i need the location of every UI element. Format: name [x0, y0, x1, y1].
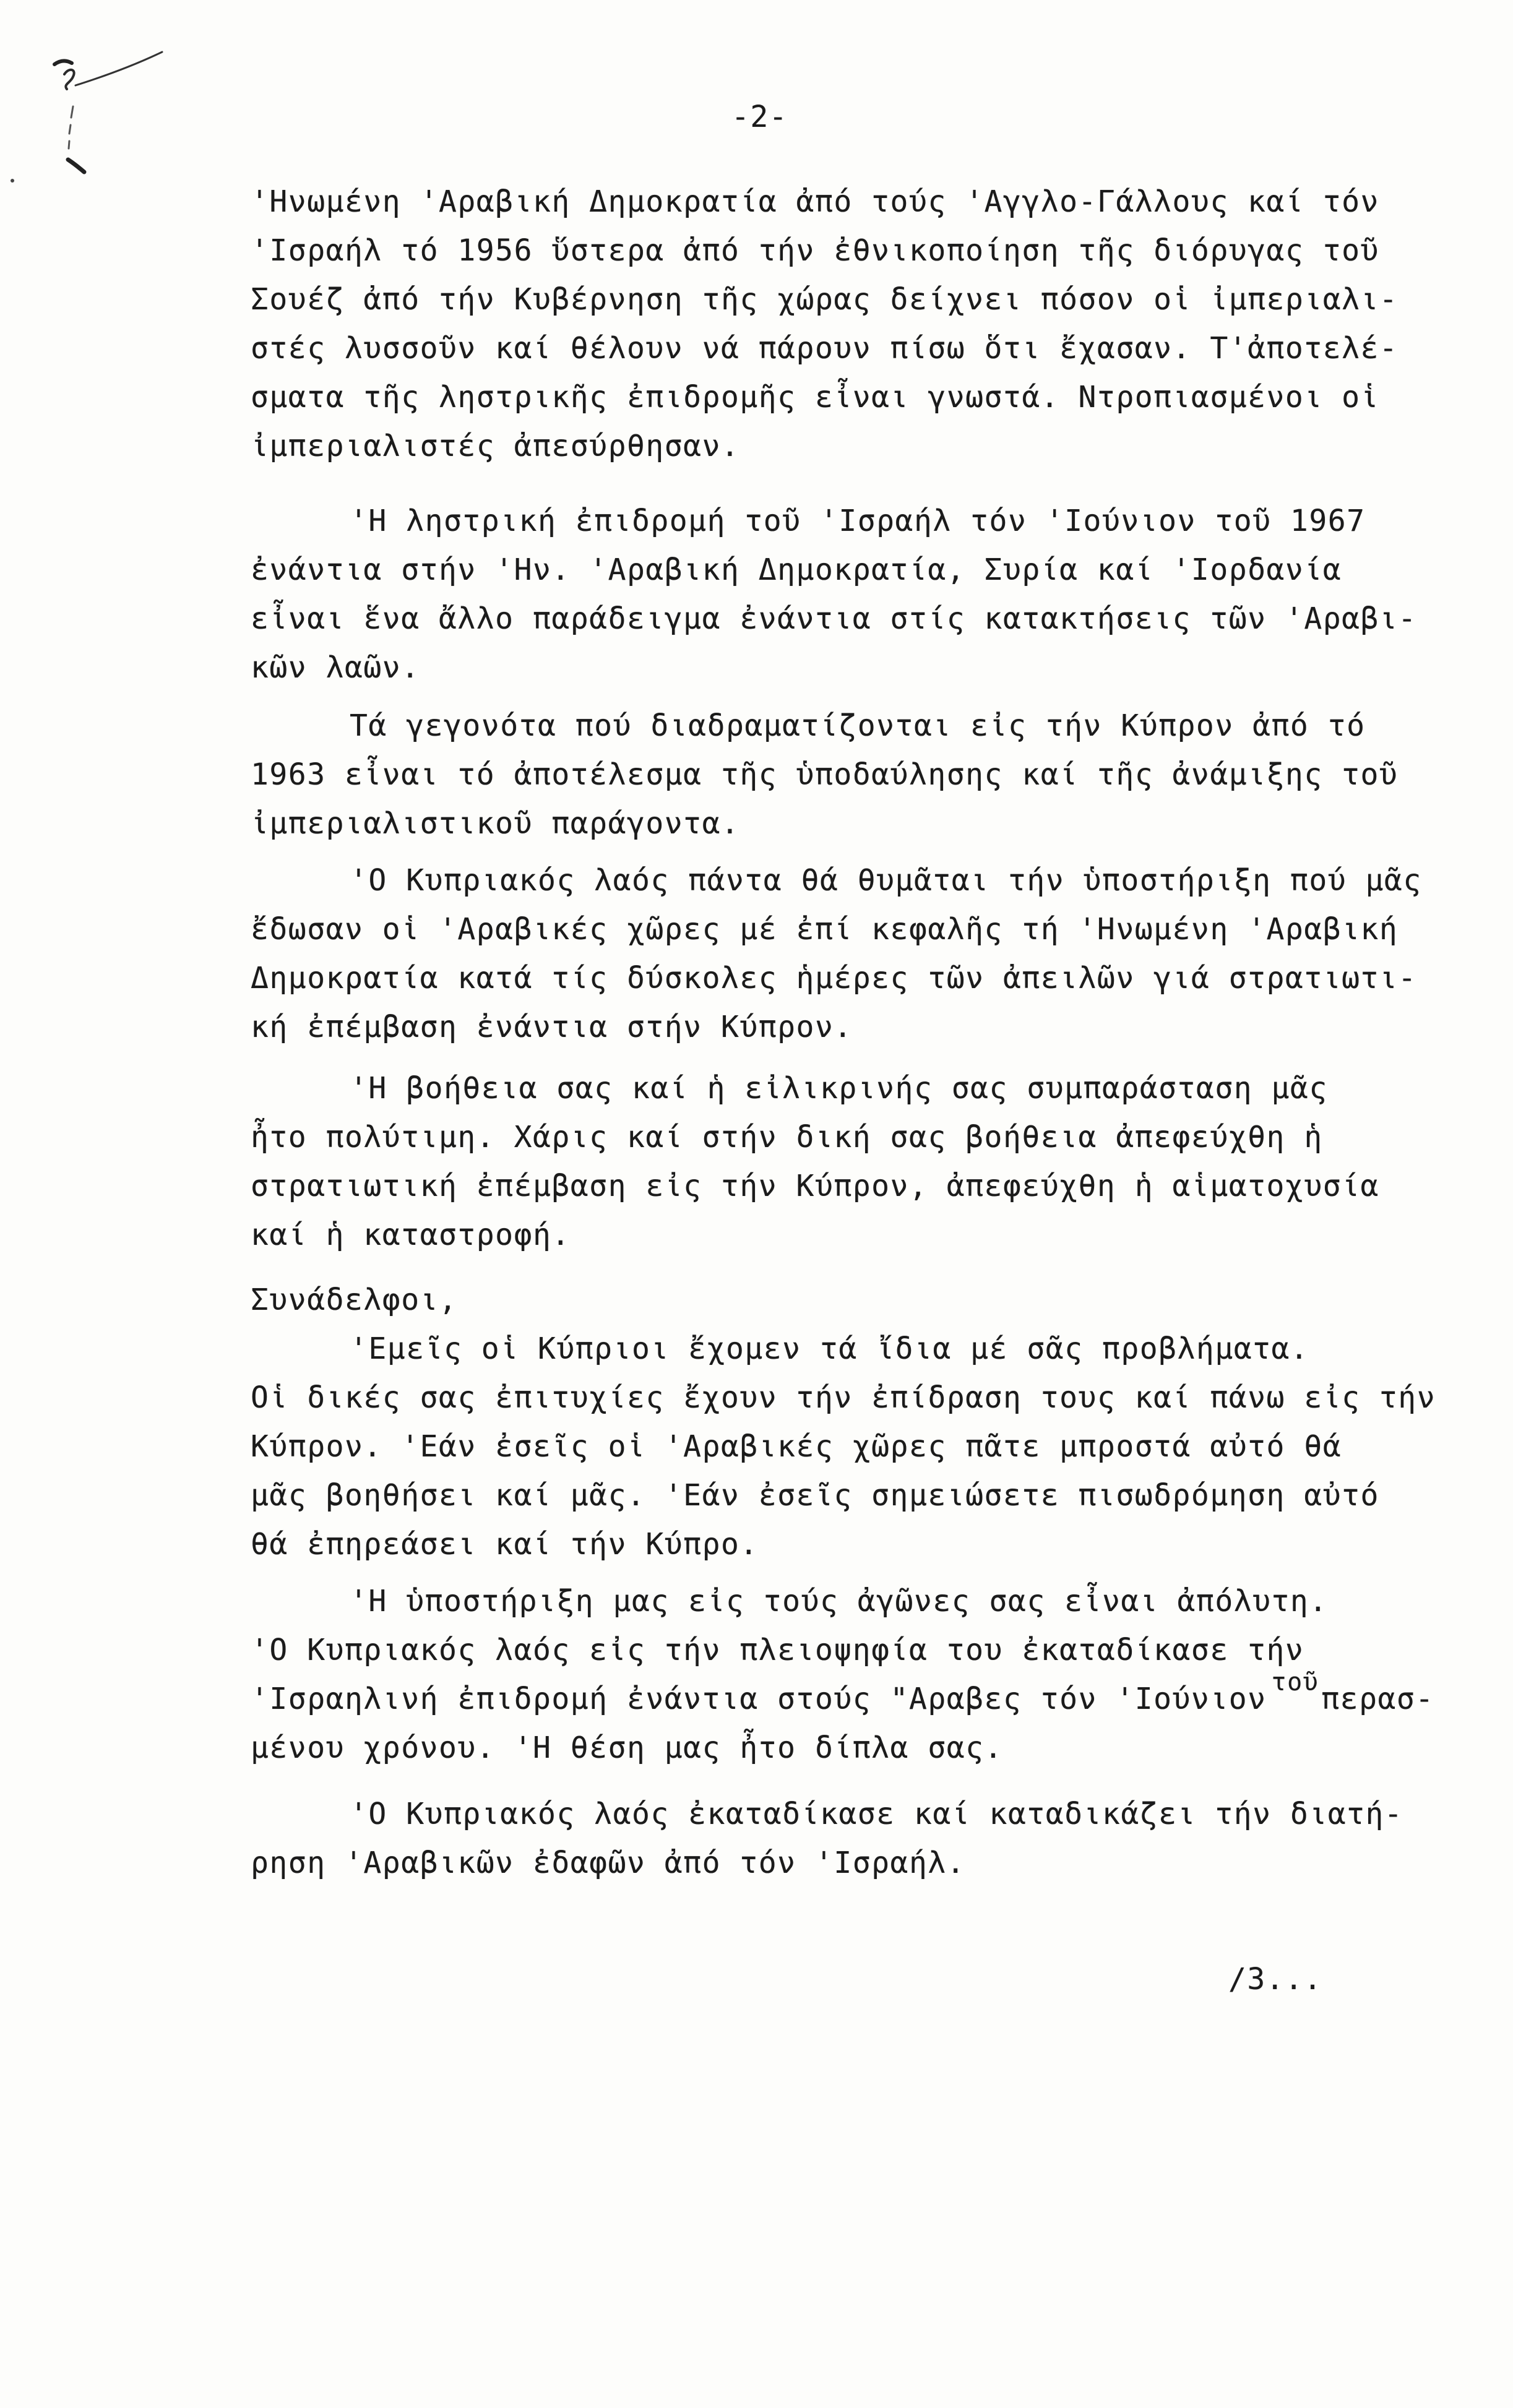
- text-line: σματα τῆς ληστρικῆς ἐπιδρομῆς εἶναι γνωστά. Ντροπιασμένοι οἱ: [251, 380, 1379, 415]
- text-line: ἦτο πολύτιμη. Χάρις καί στήν δική σας βοήθεια ἀπεφεύχθη ἡ: [251, 1120, 1323, 1155]
- text-line: εἶναι ἕνα ἄλλο παράδειγμα ἐνάντια στίς κατακτήσεις τῶν 'Αραβι-: [251, 601, 1417, 636]
- text-line: Κύπρον. 'Εάν ἐσεῖς οἱ 'Αραβικές χῶρες πᾶτε μπροστά αὐτό θά: [251, 1429, 1342, 1464]
- text-line: 'Η ὑποστήριξη μας εἰς τούς ἀγῶνες σας εἶναι ἀπόλυτη.: [350, 1584, 1328, 1619]
- text-line-with-insertion: [251, 1668, 1482, 1724]
- typed-insertion: τοῦ: [1271, 1668, 1319, 1696]
- text-line: καί ἡ καταστροφή.: [251, 1218, 571, 1252]
- text-line: ἰμπεριαλιστές ἀπεσύρθησαν.: [251, 429, 740, 463]
- text-line: 'Εμεῖς οἱ Κύπριοι ἔχομεν τά ἴδια μέ σᾶς προβλήματα.: [350, 1331, 1309, 1366]
- salutation: Συνάδελφοι,: [251, 1283, 458, 1317]
- paragraph: [251, 178, 1482, 471]
- handwritten-margin-mark: [0, 0, 186, 198]
- paragraph: [251, 856, 1482, 1052]
- text-line: Τά γεγονότα πού διαδραματίζονται εἰς τήν Κύπρον ἀπό τό: [350, 708, 1366, 743]
- page-number: -2-: [731, 100, 788, 134]
- text-line: 'Η ληστρική ἐπιδρομή τοῦ 'Ισραήλ τόν 'Ιούνιον τοῦ 1967: [350, 504, 1366, 538]
- paragraph: [251, 1325, 1482, 1569]
- text-line: κή ἐπέμβαση ἐνάντια στήν Κύπρον.: [251, 1010, 853, 1044]
- text-line: 'Ο Κυπριακός λαός πάντα θά θυμᾶται τήν ὑποστήριξη πού μᾶς: [350, 863, 1422, 898]
- text-line: Οἱ δικές σας ἐπιτυχίες ἔχουν τήν ἐπίδραση τους καί πάνω εἰς τήν: [251, 1380, 1436, 1415]
- text-segment: περασ-: [1321, 1682, 1434, 1716]
- text-line: μένου χρόνου. 'Η θέση μας ἦτο δίπλα σας.: [251, 1731, 1003, 1765]
- text-line: στρατιωτική ἐπέμβαση εἰς τήν Κύπρον, ἀπεφεύχθη ἡ αἱματοχυσία: [251, 1169, 1379, 1203]
- body-text: [251, 178, 1482, 1888]
- text-line: 'Ο Κυπριακός λαός ἐκαταδίκασε καί καταδικάζει τήν διατή-: [350, 1797, 1403, 1831]
- paragraph: [251, 702, 1482, 848]
- paragraph: [251, 497, 1482, 692]
- text-line: Δημοκρατία κατά τίς δύσκολες ἡμέρες τῶν ἀπειλῶν γιά στρατιωτι-: [251, 961, 1417, 995]
- text-line: 'Ισραήλ τό 1956 ὕστερα ἀπό τήν ἐθνικοποίηση τῆς διόρυγας τοῦ: [251, 233, 1379, 268]
- text-line: 'Ηνωμένη 'Αραβική Δημοκρατία ἀπό τούς 'Αγγλο-Γάλλους καί τόν: [251, 184, 1379, 219]
- text-line: Σουέζ ἀπό τήν Κυβέρνηση τῆς χώρας δείχνει πόσον οἱ ἰμπεριαλι-: [251, 282, 1399, 317]
- text-line: 1963 εἶναι τό ἀποτέλεσμα τῆς ὑποδαύλησης καί τῆς ἀνάμιξης τοῦ: [251, 757, 1399, 792]
- salutation-block: [251, 1276, 1482, 1325]
- paragraph: [251, 1790, 1482, 1888]
- text-line: 'Η βοήθεια σας καί ἡ εἰλικρινής σας συμπαράσταση μᾶς: [350, 1071, 1328, 1106]
- paragraph: [251, 1064, 1482, 1260]
- paragraph: [251, 1577, 1482, 1773]
- text-line: 'Ο Κυπριακός λαός εἰς τήν πλειοψηφία του ἐκαταδίκασε τήν: [251, 1633, 1304, 1667]
- text-segment: 'Ισραηλινή ἐπιδρομή ἐνάντια στούς "Αραβες τόν 'Ιούνιον: [251, 1682, 1267, 1716]
- text-line: ἔδωσαν οἱ 'Αραβικές χῶρες μέ ἐπί κεφαλῆς τή 'Ηνωμένη 'Αραβική: [251, 912, 1399, 947]
- text-line: στές λυσσοῦν καί θέλουν νά πάρουν πίσω ὅτι ἔχασαν. Τ'ἀποτελέ-: [251, 331, 1399, 366]
- text-line: ρηση 'Αραβικῶν ἐδαφῶν ἀπό τόν 'Ισραήλ.: [251, 1846, 966, 1880]
- text-line: ἰμπεριαλιστικοῦ παράγοντα.: [251, 806, 740, 841]
- text-line: κῶν λαῶν.: [251, 650, 420, 685]
- continuation-marker: /3...: [1228, 1962, 1322, 1997]
- text-line: θά ἐπηρεάσει καί τήν Κύπρο.: [251, 1527, 759, 1562]
- text-line: μᾶς βοηθήσει καί μᾶς. 'Εάν ἐσεῖς σημειώσετε πισωδρόμηση αὐτό: [251, 1478, 1379, 1513]
- text-line: ἐνάντια στήν 'Ην. 'Αραβική Δημοκρατία, Συρία καί 'Ιορδανία: [251, 553, 1342, 587]
